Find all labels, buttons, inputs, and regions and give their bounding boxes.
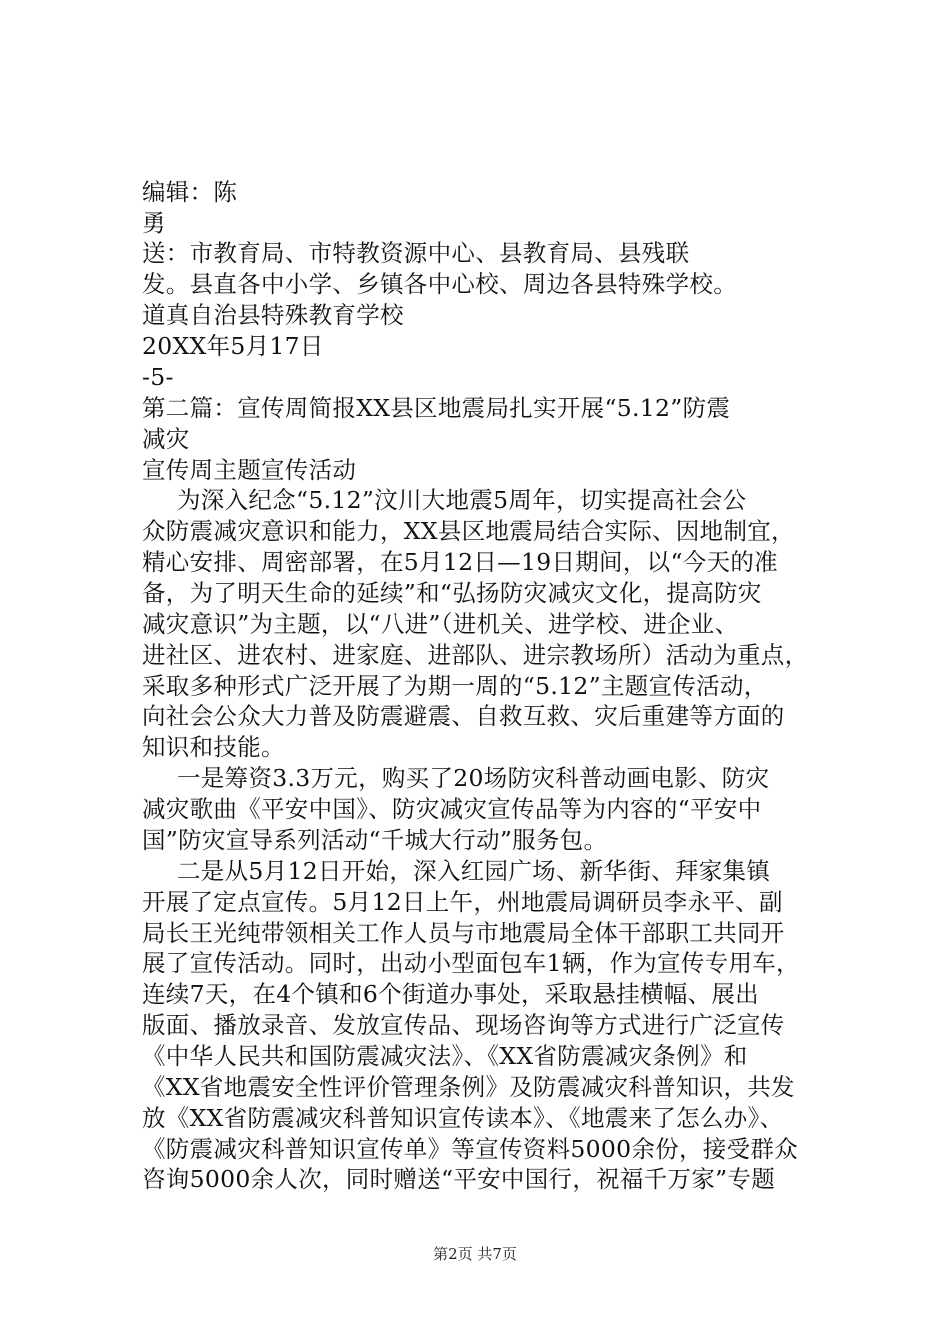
paragraph-line: 采取多种形式广泛开展了为期一周的“5.12”主题宣传活动， <box>142 672 768 700</box>
paragraph-line: 二是从5月12日开始，深入红园广场、新华街、拜家集镇 <box>177 857 771 885</box>
paragraph-line: 展了宣传活动。同时，出动小型面包车1辆，作为宣传专用车， <box>142 949 800 977</box>
paragraph-line: 《XX省地震安全性评价管理条例》及防震减灾科普知识，共发 <box>142 1073 795 1101</box>
paragraph-line: 《防震减灾科普知识宣传单》等宣传资料5000余份，接受群众 <box>142 1135 799 1163</box>
paragraph-line: 知识和技能。 <box>142 733 285 761</box>
paragraph-line: 向社会公众大力普及防震避震、自救互救、灾后重建等方面的 <box>142 702 785 730</box>
paragraph-line: 精心安排、周密部署，在5月12日—19日期间，以“今天的准 <box>142 548 778 576</box>
section-title-cont: 减灾 <box>142 425 190 453</box>
section-title: 第二篇：宣传周简报XX县区地震局扎实开展“5.12”防震 <box>142 394 731 422</box>
paragraph-line: 连续7天，在4个镇和6个街道办事处，采取悬挂横幅、展出 <box>142 980 759 1008</box>
paragraph-line: 国”防灾宣导系列活动“千城大行动”服务包。 <box>142 826 608 854</box>
paragraph-line: 备，为了明天生命的延续”和“弘扬防灾减灾文化，提高防灾 <box>142 579 762 607</box>
recipients-line: 送：市教育局、市特教资源中心、县教育局、县残联 <box>142 239 690 267</box>
date-line: 20XX年5月17日 <box>142 332 324 360</box>
paragraph-line: 《中华人民共和国防震减灾法》、《XX省防震减灾条例》和 <box>142 1042 748 1070</box>
paragraph-line: 众防震减灾意识和能力，XX县区地震局结合实际、因地制宜， <box>142 517 795 545</box>
paragraph-line: 为深入纪念“5.12”汶川大地震5周年，切实提高社会公 <box>177 486 747 514</box>
issuer-line: 道真自治县特殊教育学校 <box>142 301 404 329</box>
paragraph-line: 局长王光纯带领相关工作人员与市地震局全体干部职工共同开 <box>142 919 785 947</box>
paragraph-line: 咨询5000余人次，同时赠送“平安中国行，祝福千万家”专题 <box>142 1165 776 1193</box>
section-subtitle: 宣传周主题宣传活动 <box>142 456 357 484</box>
editor-line-cont: 勇 <box>142 209 166 237</box>
page-footer: 第2页 共7页 <box>433 1245 517 1263</box>
paragraph-line: 一是筹资3.3万元，购买了20场防灾科普动画电影、防灾 <box>177 764 770 792</box>
paragraph-line: 减灾歌曲《平安中国》、防灾减灾宣传品等为内容的“平安中 <box>142 795 762 823</box>
paragraph-line: 放《XX省防震减灾科普知识宣传读本》、《地震来了怎么办》、 <box>142 1104 784 1132</box>
paragraph-line: 开展了定点宣传。5月12日上午，州地震局调研员李永平、副 <box>142 888 783 916</box>
paragraph-line: 版面、播放录音、发放宣传品、现场咨询等方式进行广泛宣传 <box>142 1011 785 1039</box>
section-page-number: -5- <box>142 363 174 391</box>
editor-line: 编辑：陈 <box>142 178 238 206</box>
paragraph-line: 减灾意识”为主题，以“八进”（进机关、进学校、进企业、 <box>142 610 739 638</box>
recipients-line-cont: 发。县直各中小学、乡镇各中心校、周边各县特殊学校。 <box>142 270 737 298</box>
paragraph-line: 进社区、进农村、进家庭、进部队、进宗教场所）活动为重点， <box>142 641 809 669</box>
